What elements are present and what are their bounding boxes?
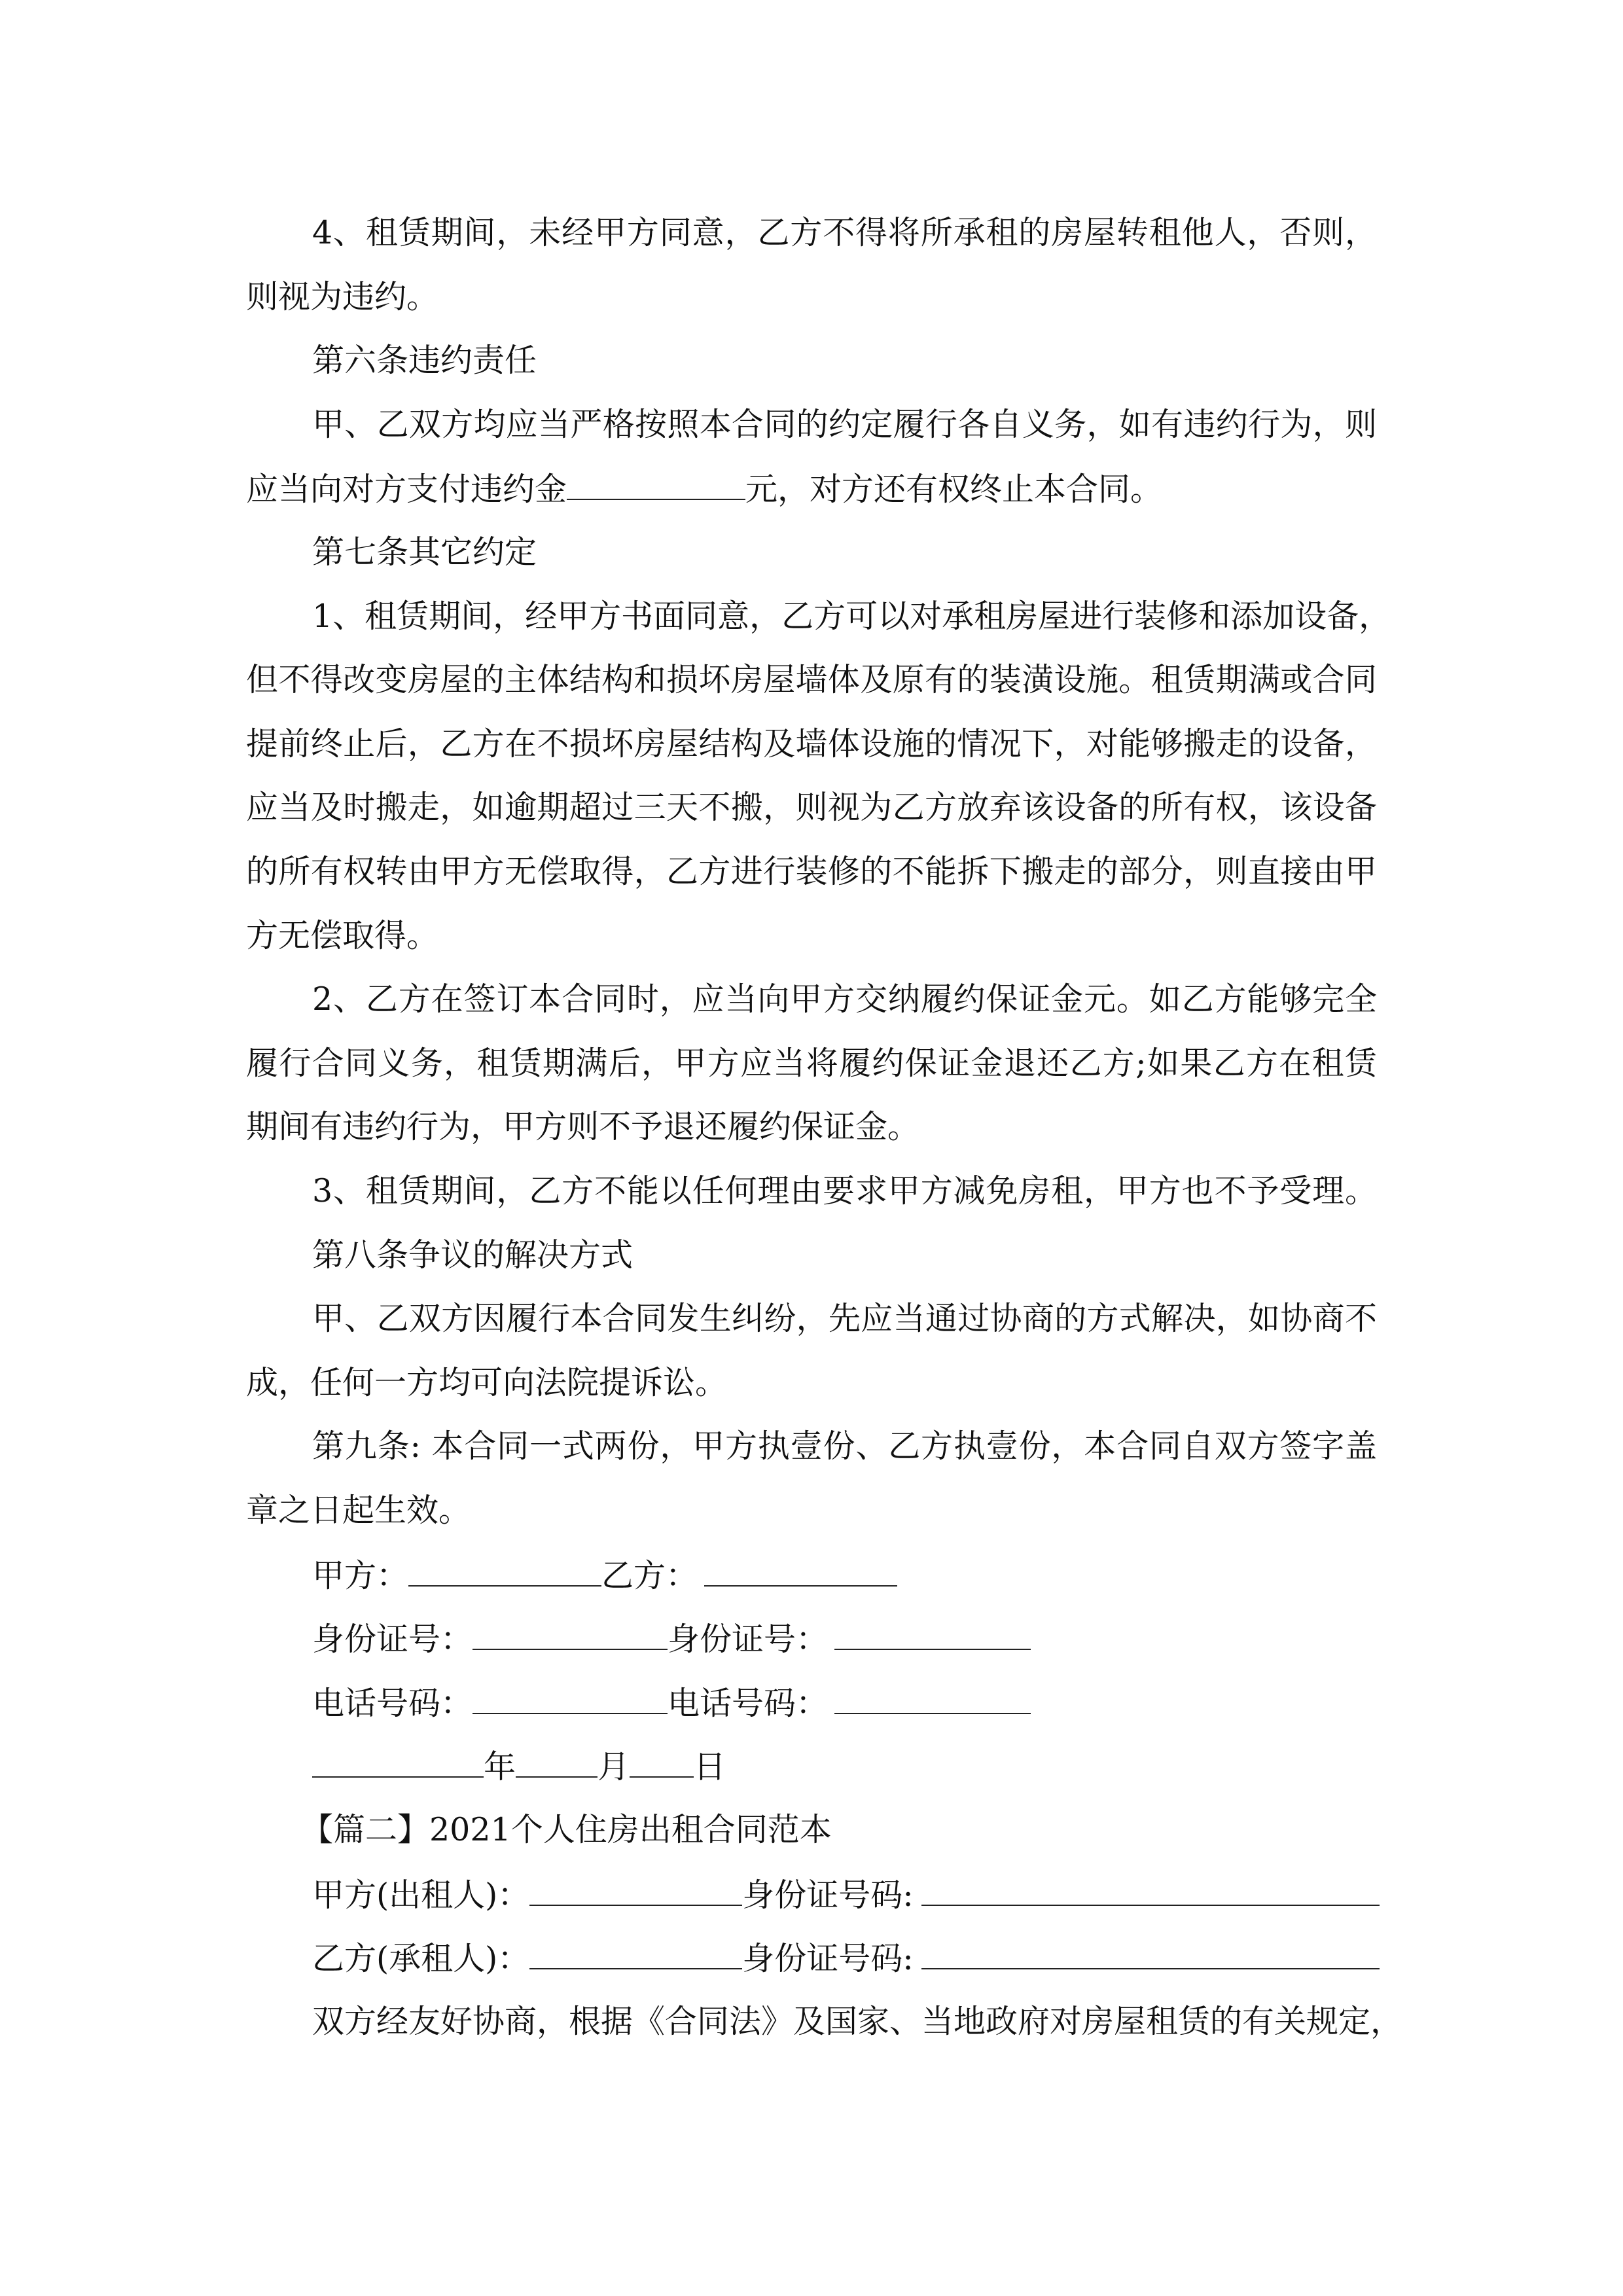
label: 乙方(承租人)： [312,1940,530,1977]
label: 电话号码： [312,1685,473,1722]
paragraph-line: 3、租赁期间，乙方不能以任何理由要求甲方减免房租，甲方也不予受理。 [312,1172,1377,1210]
day-blank [630,1746,694,1778]
paragraph-line: 成，任何一方均可向法院提诉讼。 [246,1364,728,1401]
part-two-heading: 【篇二】2021个人住房出租合同范本 [301,1811,832,1848]
label: 年 [484,1748,516,1785]
section-heading: 第七条其它约定 [312,533,537,571]
paragraph-line: 甲、乙双方因履行本合同发生纠纷，先应当通过协商的方式解决，如协商不 [312,1300,1377,1337]
lessor-row [312,1874,1377,1915]
label: 月 [597,1748,630,1785]
paragraph-line: 2、乙方在签订本合同时，应当向甲方交纳履约保证金元。如乙方能够完全 [312,980,1377,1018]
paragraph-line: 4、租赁期间，未经甲方同意，乙方不得将所承租的房屋转租他人，否则， [312,214,1377,251]
paragraph-line: 章之日起生效。 [246,1492,471,1529]
paragraph-line: 的所有权转由甲方无偿取得，乙方进行装修的不能拆下搬走的部分，则直接由甲 [246,853,1377,890]
section-heading: 第六条违约责任 [312,342,537,379]
party-b-blank [704,1555,897,1587]
date-row [312,1746,1377,1787]
label: 甲方： [312,1557,409,1594]
id-b-blank [834,1619,1031,1650]
signature-id-row [312,1619,1377,1659]
label: 身份证号码: [742,1940,914,1977]
paragraph-line: 双方经友好协商，根据《合同法》及国家、当地政府对房屋租赁的有关规定， [312,2003,1403,2040]
year-blank [312,1746,484,1778]
text: 应当向对方支付违约金 [246,471,567,508]
penalty-amount-blank [567,469,745,500]
paragraph-line: 1、租赁期间，经甲方书面同意，乙方可以对承租房屋进行装修和添加设备， [312,598,1391,635]
label: 乙方： [601,1557,698,1594]
signature-phone-row [312,1683,1377,1723]
label: 身份证号码: [742,1876,914,1914]
month-blank [516,1746,597,1778]
label: 身份证号： [312,1621,473,1658]
label: 身份证号： [668,1621,829,1658]
id-a-blank [473,1619,668,1650]
paragraph-line: 第九条: 本合同一式两份，甲方执壹份、乙方执壹份，本合同自双方签字盖 [312,1427,1377,1465]
phone-b-blank [834,1683,1031,1714]
paragraph-line: 应当及时搬走，如逾期超过三天不搬，则视为乙方放弃该设备的所有权，该设备 [246,789,1377,826]
paragraph-line: 方无偿取得。 [246,917,439,954]
phone-a-blank [473,1683,668,1714]
party-a-blank [408,1555,601,1587]
label: 甲方(出租人)： [312,1876,530,1914]
paragraph-line: 甲、乙双方均应当严格按照本合同的约定履行各自义务，如有违约行为，则 [312,406,1377,443]
paragraph-line: 期间有违约行为，甲方则不予退还履约保证金。 [246,1108,920,1145]
signature-party-row [312,1555,1377,1596]
paragraph-line [246,469,1377,509]
lessee-blank [529,1938,742,1969]
lessor-id-blank [921,1874,1380,1906]
label: 日 [694,1748,726,1785]
lessee-row [312,1938,1377,1979]
lessor-blank [529,1874,742,1906]
paragraph-line: 履行合同义务，租赁期满后，甲方应当将履约保证金退还乙方;如果乙方在租赁 [246,1045,1377,1082]
section-heading: 第八条争议的解决方式 [312,1236,633,1274]
paragraph-line: 但不得改变房屋的主体结构和损坏房屋墙体及原有的装潢设施。租赁期满或合同 [246,661,1377,698]
text: 元，对方还有权终止本合同。 [745,471,1163,508]
lessee-id-blank [921,1938,1380,1969]
label: 电话号码： [668,1685,829,1722]
paragraph-line: 则视为违约。 [246,278,439,315]
paragraph-line: 提前终止后，乙方在不损坏房屋结构及墙体设施的情况下，对能够搬走的设备， [246,725,1377,762]
